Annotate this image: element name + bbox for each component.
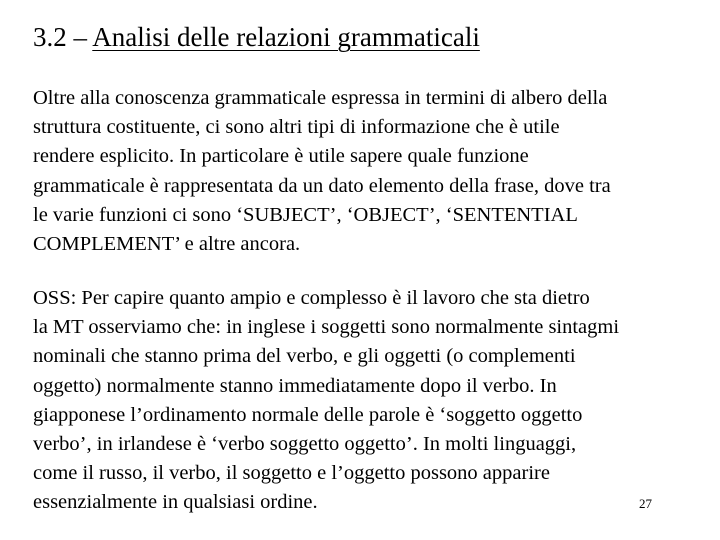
paragraph-line: essenzialmente in qualsiasi ordine. — [33, 491, 318, 514]
paragraph-line: grammaticale è rappresentata da un dato elemento della frase, dove tra — [33, 174, 611, 197]
paragraph-line: COMPLEMENT’ e altre ancora. — [33, 233, 301, 256]
paragraph-line: Oltre alla conoscenza grammaticale espressa in termini di albero della — [33, 87, 608, 109]
paragraph-grammatical-functions — [33, 84, 720, 259]
paragraph-line: nominali che stanno prima del verbo, e gli oggetti (o complementi — [33, 345, 576, 368]
title-number: 3.2 – — [33, 22, 87, 52]
slide-title — [33, 17, 480, 57]
paragraph-line: come il russo, il verbo, il soggetto e l’oggetto possono apparire — [33, 462, 550, 485]
paragraph-observation — [33, 284, 720, 518]
paragraph-line: le varie funzioni ci sono ‘SUBJECT’, ‘OBJECT’, ‘SENTENTIAL — [33, 203, 578, 226]
title-text: Analisi delle relazioni grammaticali — [92, 22, 480, 52]
paragraph-line: verbo’, in irlandese è ‘verbo soggetto oggetto’. In molti linguaggi, — [33, 433, 577, 456]
page-number: 27 — [639, 496, 652, 511]
paragraph-line: struttura costituente, ci sono altri tipi di informazione che è utile — [33, 116, 560, 139]
paragraph-line: rendere esplicito. In particolare è utile sapere quale funzione — [33, 145, 529, 168]
paragraph-line: giapponese l’ordinamento normale delle parole è ‘soggetto oggetto — [33, 403, 583, 426]
paragraph-line: la MT osserviamo che: in inglese i soggetti sono normalmente sintagmi — [33, 316, 620, 339]
paragraph-line: oggetto) normalmente stanno immediatamente dopo il verbo. In — [33, 374, 557, 397]
paragraph-line: OSS: Per capire quanto ampio e complesso è il lavoro che sta dietro — [33, 287, 590, 309]
